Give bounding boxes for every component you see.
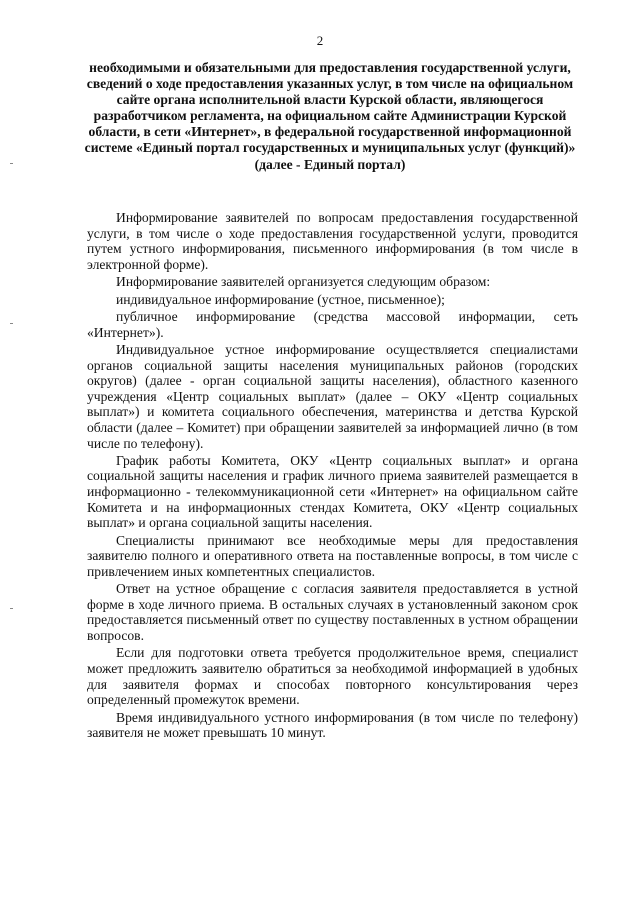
paragraph-oral-response: Ответ на устное обращение с согласия заявителя предоставляется в устной форме в ходе личного приема. В остальных случаях в установленный законом срок предоставляется письменный ответ по существу поставленных в устном обращении вопросов.	[87, 581, 578, 644]
margin-mark	[10, 163, 13, 164]
section-heading: необходимыми и обязательными для предоставления государственной услуги, сведений о ходе предоставления указанных услуг, в том числе на официальном сайте органа исполнительной власти Курской области, являющегося разработчиком регламента, на официальном сайте Администрации Курской области, в сети «Интернет», в федеральной государственной информационной системе «Единый портал государственных и муниципальных услуг (функций)» (далее - Единый портал)	[84, 60, 576, 172]
paragraph-individual-informing: индивидуальное информирование (устное, письменное);	[116, 291, 445, 307]
margin-mark	[10, 323, 13, 324]
paragraph-work-schedule: График работы Комитета, ОКУ «Центр социальных выплат» и органа социальной защиты населения и график личного приема заявителей размещается в информационно - телекоммуникационной сети «Интернет» на официальном сайте Комитета и на информационных стендах Комитета, ОКУ «Центр социальных выплат» и органа социальной защиты населения.	[87, 452, 578, 531]
paragraph-public-informing: публичное информирование (средства массовой информации, сеть «Интернет»).	[87, 308, 578, 340]
paragraph-informing-organization: Информирование заявителей организуется следующим образом:	[116, 274, 491, 290]
paragraph-extended-time: Если для подготовки ответа требуется продолжительное время, специалист может предложить заявителю обратиться за необходимой информацией в удобных для заявителя формах и способах повторного консультирования через определенный промежуток времени.	[87, 645, 578, 708]
page-number: 2	[316, 33, 324, 48]
paragraph-time-limit: Время индивидуального устного информирования (в том числе по телефону) заявителя не может превышать 10 минут.	[87, 709, 578, 741]
paragraph-specialists: Специалисты принимают все необходимые меры для предоставления заявителю полного и оперативного ответа на поставленные вопросы, в том числе с привлечением иных компетентных специалистов.	[87, 532, 578, 579]
margin-mark	[10, 608, 13, 609]
paragraph-informing-methods: Информирование заявителей по вопросам предоставления государственной услуги, в том числе о ходе предоставления государственной услуги, проводится путем устного информирования, письменного информирования (в том числе в электронной форме).	[87, 210, 578, 272]
paragraph-oral-informing: Индивидуальное устное информирование осуществляется специалистами органов социальной защиты населения муниципальных районов (городских округов) (далее - орган социальной защиты населения), областного казенного учреждения «Центр социальных выплат» (далее – ОКУ «Центр социальных выплат») и комитета социального обеспечения, материнства и детства Курской области (далее – Комитет) при обращении заявителей за информацией лично (в том числе по телефону).	[87, 341, 578, 451]
body-text	[87, 210, 578, 743]
